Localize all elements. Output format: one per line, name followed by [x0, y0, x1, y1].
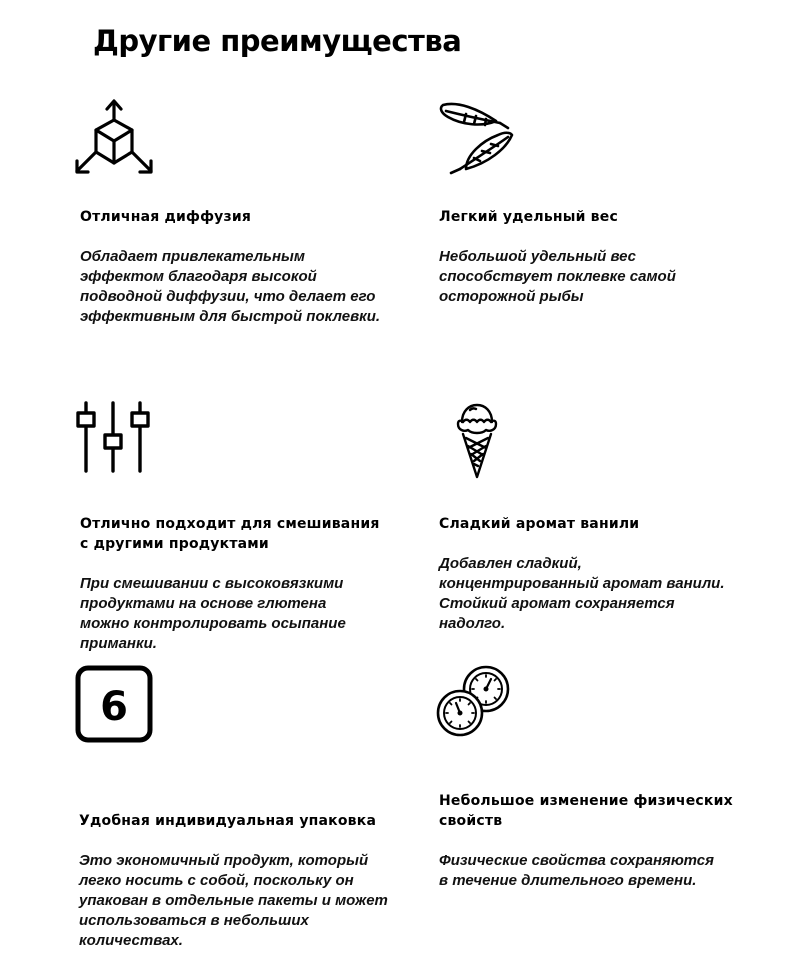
box-expand-icon	[74, 98, 154, 178]
feature-title-physical-stability: Небольшое изменение физических свойств	[439, 793, 733, 829]
gauges-icon	[436, 665, 512, 741]
feature-title-light-weight: Легкий удельный вес	[439, 209, 618, 225]
sliders-icon	[74, 401, 154, 475]
feature-description-light-weight: Небольшой удельный вес способствует поклевке самой осторожной рыбы	[439, 248, 676, 305]
feature-description-physical-stability: Физические свойства сохраняются в течение длительного времени.	[439, 852, 714, 889]
page-title: Другие преимущества	[93, 24, 462, 58]
feature-description-vanilla: Добавлен сладкий, концентрированный аромат ванили. Стойкий аромат сохраняется надолго.	[439, 555, 725, 632]
feathers-icon	[436, 97, 516, 175]
feature-title-vanilla: Сладкий аромат ванили	[439, 516, 640, 532]
feature-title-diffusion: Отличная диффузия	[80, 209, 252, 225]
number-six-badge-icon	[75, 665, 153, 743]
package-count-number: 6	[100, 684, 128, 730]
feature-title-packaging: Удобная индивидуальная упаковка	[79, 813, 377, 829]
feature-description-packaging: Это экономичный продукт, который легко носить с собой, поскольку он упакован в отдельные пакеты и может использоваться в небольших количествах.	[79, 852, 388, 949]
feature-description-diffusion: Обладает привлекательным эффектом благодаря высокой подводной диффузии, что делает его эффективным для быстрой поклевки.	[80, 248, 381, 325]
feature-description-mixing: При смешивании с высоковязкими продуктами на основе глютена можно контролировать осыпание приманки.	[80, 575, 346, 652]
ice-cream-icon	[452, 402, 502, 480]
feature-title-mixing: Отлично подходит для смешивания с другими продуктами	[80, 516, 380, 552]
